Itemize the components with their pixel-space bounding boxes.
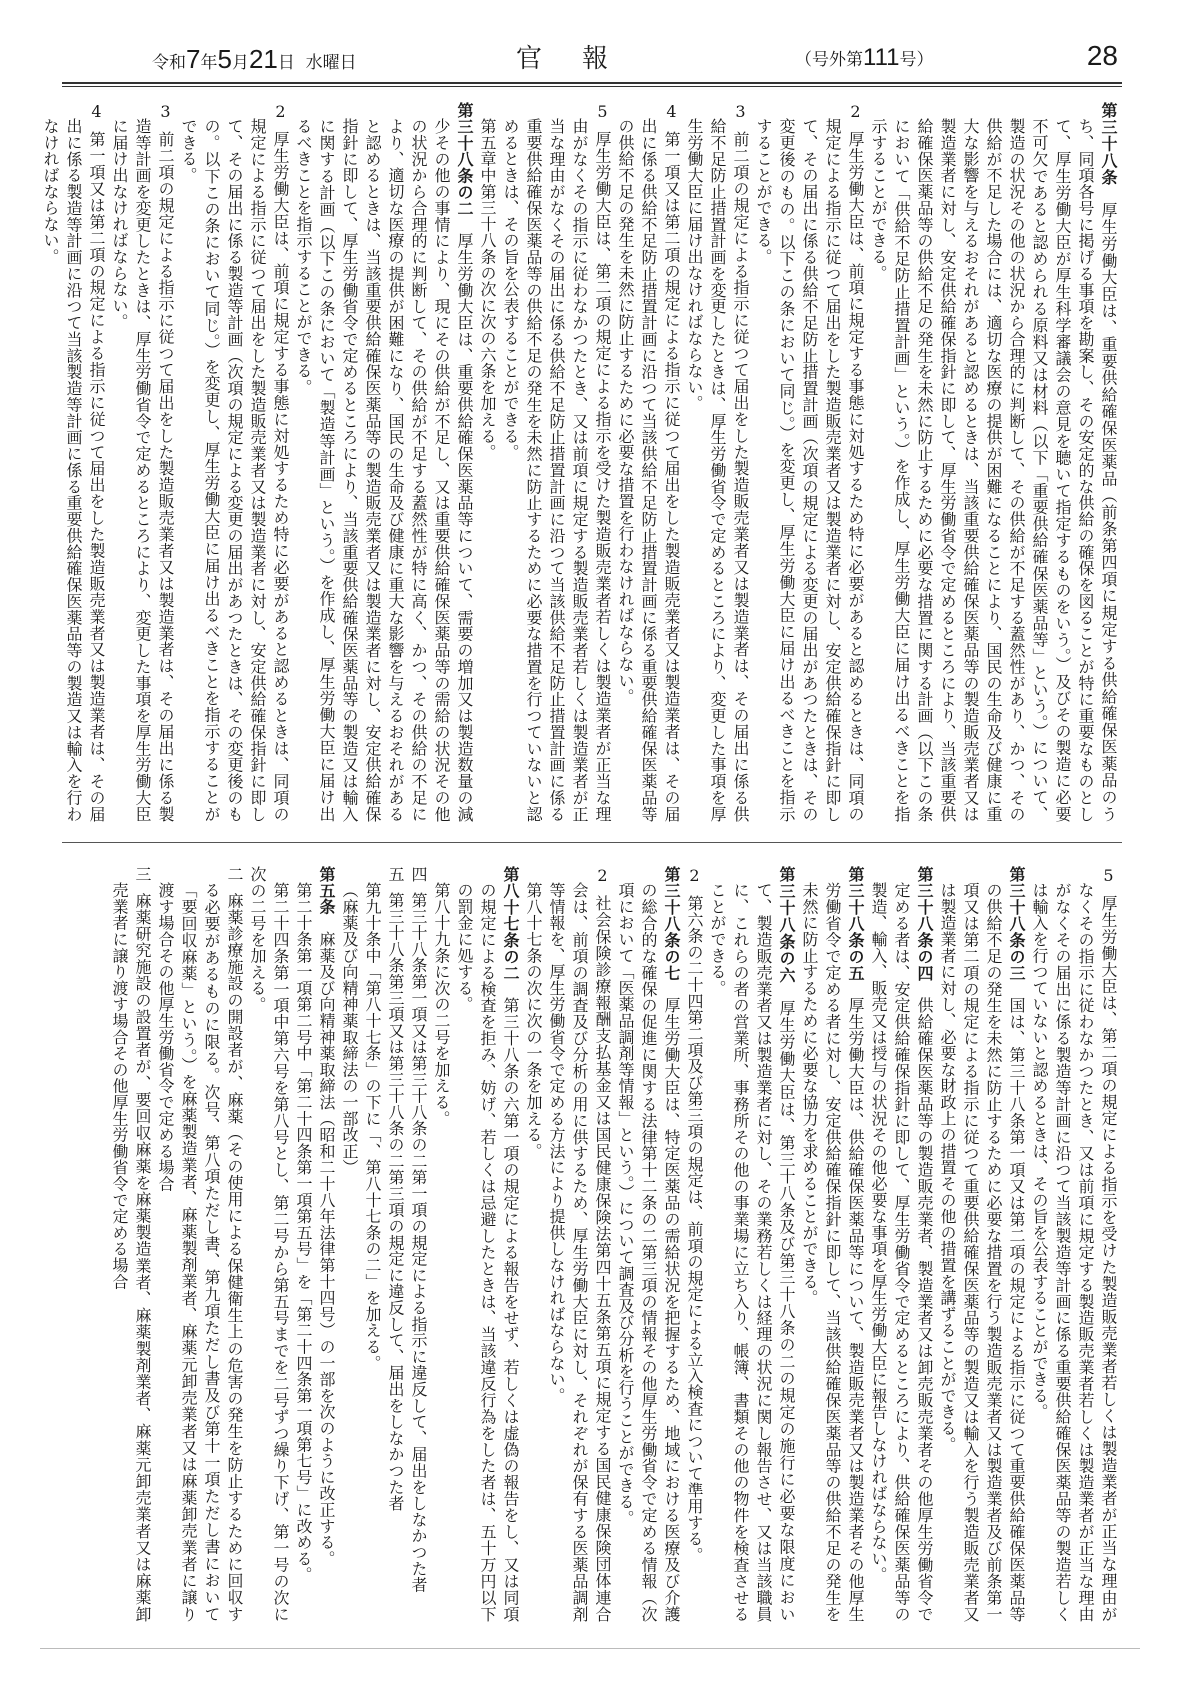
article-heading: 第五条 (317, 866, 336, 915)
year-unit: 年 (200, 53, 218, 73)
numbered-paragraph (545, 866, 614, 1622)
article-paragraph (867, 866, 936, 1622)
amendment-instruction: 第五章中第三十八条の次に次の六条を加える。 (478, 118, 497, 461)
month: 5 (217, 44, 232, 74)
paragraph-number: 4 (87, 102, 106, 122)
item-number: 三 (133, 866, 152, 883)
weekday: 水曜日 (305, 53, 357, 73)
numbered-paragraph (752, 102, 867, 822)
numbered-paragraph (499, 102, 614, 822)
item-paragraph (384, 866, 407, 1622)
article-heading: 第八十七条の二 (501, 866, 520, 982)
amendment-instruction: 第八十九条に次の二号を加える。 (432, 882, 451, 1127)
item-number: 五 (386, 866, 405, 883)
issue-prefix: （号外第 (795, 50, 863, 70)
paragraph-number: 3 (156, 102, 175, 122)
paragraph-text: 第一項又は第二項の規定による指示に従つて届出をした製造販売業者又は製造業者は、その届出に係る供給不足防止措置計画に沿つて当該供給不足防止措置計画に係る重要供給確保医薬品等の供給不足の発生を未然に防止するために必要な措置を行わなければならない。 (616, 118, 681, 822)
issue-number-value: 111 (863, 44, 900, 71)
amendment-instruction: 第八十七条の次に次の一条を加える。 (524, 882, 543, 1160)
page-number: 28 (1086, 40, 1118, 71)
paragraph-number: 2 (846, 102, 865, 122)
paragraph-text: 前二項の規定による指示に従つて届出をした製造販売業者又は製造業者は、その届出に係る製造等計画を変更したときは、厚生労働省令で定めるところにより、変更した事項を厚生労働大臣に届け出なければならない。 (110, 118, 175, 822)
article-text: 厚生労働大臣は、供給確保医薬品等について、製造販売業者又は製造業者その他厚生労働省令で定める者に対し、安定供給確保指針に即して、当該供給確保医薬品等の供給不足の発生を未然に防止するために必要な協力を求めることができる。 (800, 882, 865, 1622)
gazette-title: 官報 (516, 44, 649, 74)
month-unit: 月 (231, 53, 249, 73)
paragraph-text: 前二項の規定による指示に従つて届出をした製造販売業者又は製造業者は、その届出に係る供給不足防止措置計画を変更したときは、厚生労働省令で定めるところにより、変更した事項を厚生労働大臣に届け出なければならない。 (685, 118, 750, 822)
amendment-instruction: 第二十条第一項第二号中「第二十四条第一項第五号」を「第二十四条第一項第七号」に改める。 (294, 882, 313, 1583)
lower-text-block (64, 866, 1120, 1622)
amendment-instruction: 第二十四条第一項中第六号を第八号とし、第二号から第五号までを二号ずつ繰り下げ、第一号の次に次の二号を加える。 (248, 866, 290, 1622)
paragraph-number: 2 (271, 102, 290, 122)
item-number: 二 (225, 866, 244, 883)
article-heading: 第三十八条の五 (846, 866, 865, 982)
article-text: 厚生労働大臣は、第三十八条及び第三十八条の二の規定の施行に必要な限度において、製造販売業者又は製造業者に対し、その業務若しくは経理の状況に関し報告させ、又は当該職員に、これらの者の営業所、事務所その他の事業場に立ち入り、帳簿、書類その他の物件を検査させることができる。 (708, 882, 796, 1622)
paragraph-text: 第六条の二十四第二項及び第三項の規定は、前項の規定による立入検査について準用する。 (685, 894, 704, 1564)
item-paragraph (108, 866, 154, 1622)
numbered-paragraph (1028, 866, 1120, 1622)
paragraph-text: 厚生労働大臣は、前項に規定する事態に対処するため特に必要があると認めるときは、同項の規定による指示に従つて届出をした製造販売業者又は製造業者に対し、安定供給確保指針に即して、その届出に係る供給不足防止措置計画（次項の規定による変更の届出があつたときは、その変更後のもの。以下この条において同じ。）を変更し、厚生労働大臣に届け出るべきことを指示することができる。 (754, 118, 865, 822)
page-bottom-divider (40, 1648, 1140, 1649)
article-text: 厚生労働大臣は、特定医薬品の需給状況を把握するため、地域における医療及び介護の総合的な確保の促進に関する法律第十二条の二第三項の情報その他厚生労働省令で定める情報（次項において「医薬品調剤等情報」という。）について調査及び分析を行うことができる。 (616, 882, 681, 1622)
paragraph-number: 4 (662, 102, 681, 122)
numbered-paragraph (108, 102, 177, 822)
day-unit: 日 (277, 53, 295, 73)
amendment-instruction: 第九十条中「第八十七条」の下に「、第八十七条の二」を加える。 (363, 882, 382, 1371)
item-text: 第三十八条第三項又は第三十八条の二第三項の規定に違反して、届出をしなかつた者 (386, 891, 405, 1512)
numbered-paragraph (683, 866, 706, 1622)
article-text: 厚生労働大臣は、重要供給確保医薬品等について、需要の増加又は製造数量の減少その他の事情により、現にその供給が不足し、又は重要供給確保医薬品等の需給の状況その他の状況から合理的に判断して、その供給が不足する蓋然性が特に高く、かつ、その供給の不足により、適切な医療の提供が困難になり、国民の生命及び健康に重大な影響を与えるおそれがあると認めるときは、当該重要供給確保医薬品等の製造販売業者又は製造業者に対し、安定供給確保指針に即して、厚生労働省令で定めるところにより、当該重要供給確保医薬品等の製造又は輸入に関する計画（以下この条において「製造等計画」という。）を作成し、厚生労働大臣に届け出るべきことを指示することができる。 (294, 118, 474, 822)
era: 令和 (152, 53, 186, 73)
item-text: 第三十八条第一項又は第三十八条の二第一項の規定による指示に違反して、届出をしなかつた者 (409, 891, 428, 1593)
paragraph-number: 2 (685, 866, 704, 886)
paragraph-number: 5 (1099, 866, 1118, 886)
paragraph-number: 5 (593, 102, 612, 122)
article-paragraph (614, 866, 683, 1622)
numbered-paragraph (177, 102, 292, 822)
article-paragraph (798, 866, 867, 1622)
item-paragraph (407, 866, 430, 1622)
article-paragraph (315, 866, 338, 1622)
issue-suffix: 号） (899, 50, 934, 70)
article-text: 第三十八条の六第一項の規定による報告をせず、若しくは虚偽の報告をし、又は同項の規定による検査を拒み、妨げ、若しくは忌避したときは、当該違反行為をした者は、五十万円以下の罰金に処する。 (455, 882, 520, 1622)
article-heading: 第三十八条の四 (915, 866, 934, 982)
paragraph-text: 社会保険診療報酬支払基金又は国民健康保険法第四十五条第五項に規定する国民健康保険団体連合会は、前項の調査及び分析の用に供するため、厚生労働大臣に対し、それぞれが保有する医薬品調剤等情報を、厚生労働省令で定める方法により提供しなければならない。 (547, 882, 612, 1622)
paragraph-number: 3 (731, 102, 750, 122)
paragraph-number: 2 (593, 866, 612, 886)
article-paragraph (936, 866, 1028, 1622)
item-text: 麻薬研究施設の設置者が、要回収麻薬を麻薬製造業者、麻薬製剤業者、麻薬元卸売業者又は麻薬卸売業者に譲り渡す場合その他厚生労働省令で定める場合 (110, 882, 152, 1622)
article-heading: 第三十八条の六 (777, 866, 796, 984)
item-number: 四 (409, 866, 428, 883)
section-divider (62, 842, 1122, 843)
article-heading: 第三十八条の二 (455, 102, 474, 217)
paragraph-text: 厚生労働大臣は、第二項の規定による指示を受けた製造販売業者若しくは製造業者が正当な理由がなくその指示に従わなかつたとき、又は前項に規定する製造販売業者若しくは製造業者が正当な理由がなくその届出に係る供給不足防止措置計画に沿つて当該供給不足防止措置計画に係る重要供給確保医薬品等の供給不足の発生を未然に防止するために必要な措置を行つていないと認めるときは、その旨を公表することができる。 (501, 118, 612, 822)
article-paragraph (292, 102, 476, 822)
paragraph-text: 厚生労働大臣は、前項に規定する事態に対処するため特に必要があると認めるときは、同項の規定による指示に従つて届出をした製造販売業者又は製造業者に対し、安定供給確保指針に即して、その届出に係る製造等計画（次項の規定による変更の届出があつたときは、その変更後のもの。以下この条において同じ。）を変更し、厚生労働大臣に届け出るべきことを指示することができる。 (179, 118, 290, 822)
article-heading: 第三十八条 (1099, 102, 1118, 186)
article-heading: 第三十八条の七 (662, 866, 681, 982)
header-divider (62, 82, 1122, 87)
paragraph-text: 厚生労働大臣は、第二項の規定による指示を受けた製造販売業者若しくは製造業者が正当な理由がなくその指示に従わなかつたとき、又は前項に規定する製造販売業者若しくは製造業者が正当な理由がなくその届出に係る製造等計画に沿つて当該製造等計画に係る重要供給確保医薬品等の製造若しくは輸入を行つていないと認めるときは、その旨を公表することができる。 (1030, 882, 1118, 1622)
day: 21 (248, 44, 278, 74)
numbered-paragraph (39, 102, 108, 822)
numbered-paragraph (614, 102, 683, 822)
article-text: 厚生労働大臣は、重要供給確保医薬品（前条第四項に規定する供給確保医薬品のうち、同項各号に掲げる事項を勘案し、その安定的な供給の確保を図ることが特に重要なものとして、厚生労働大臣が厚生科学審議会の意見を聴いて指定するものをいう。）及びその製造に必要不可欠であると認められる原料又は材料（以下「重要供給確保医薬品等」という。）について、製造の状況その他の状況から合理的に判断して、その供給が不足する蓋然性があり、かつ、その供給が不足した場合には、適切な医療の提供が困難になることにより、国民の生命及び健康に重大な影響を与えるおそれがあると認めるときは、当該重要供給確保医薬品等の製造販売業者又は製造業者に対し、安定供給確保指針に即して、厚生労働省令で定めるところにより、当該重要供給確保医薬品等の供給不足の発生を未然に防止するために必要な措置に関する計画（以下この条において「供給不足防止措置計画」という。）を作成し、厚生労働大臣に届け出るべきことを指示することができる。 (869, 118, 1118, 823)
item-text: 麻薬診療施設の開設者が、麻薬（その使用による保健衛生上の危害の発生を防止するために回収する必要があるものに限る。次号、第八項ただし書、第九項ただし書及び第十一項ただし書において「要回収麻薬」という。）を麻薬製造業者、麻薬製剤業者、麻薬元卸売業者又は麻薬卸売業者に譲り渡す場合その他厚生労働省令で定める場合 (156, 882, 244, 1622)
article-paragraph (867, 102, 1120, 822)
gazette-header (60, 38, 1122, 78)
article-text: 麻薬及び向精神薬取締法（昭和二十八年法律第十四号）の一部を次のように改正する。 (317, 930, 336, 1567)
numbered-paragraph (683, 102, 752, 822)
article-paragraph (453, 866, 522, 1622)
item-paragraph (154, 866, 246, 1622)
law-subheading: （麻薬及び向精神薬取締法の一部改正） (340, 882, 359, 1176)
article-text: 国は、第三十八条第一項又は第二項の規定による指示に従つて重要供給確保医薬品等の供給不足の発生を未然に防止するために必要な措置を行う製造販売業者又は製造業者及び前条第一項又は第二項の規定による指示に従つて重要供給確保医薬品等の製造又は輸入を行う製造販売業者又は製造業者に対し、必要な財政上の措置その他の措置を講ずることができる。 (938, 882, 1026, 1622)
article-heading: 第三十八条の三 (1007, 866, 1026, 982)
year: 7 (186, 44, 201, 74)
issue-number (795, 44, 933, 72)
article-text: 供給確保医薬品等の製造販売業者、製造業者又は卸売販売業者その他厚生労働省令で定める者は、安定供給確保指針に即して、厚生労働省令で定めるところにより、供給確保医薬品等の製造、輸入、販売又は授与の状況その他必要な事項を厚生労働大臣に報告しなければならない。 (869, 882, 934, 1622)
upper-text-block (41, 102, 1120, 823)
paragraph-text: 第一項又は第二項の規定による指示に従つて届出をした製造販売業者又は製造業者は、その届出に係る製造等計画に沿つて当該製造等計画に係る重要供給確保医薬品等の製造又は輸入を行わなければならない。 (41, 118, 106, 822)
issue-date (152, 44, 357, 75)
article-paragraph (706, 866, 798, 1622)
